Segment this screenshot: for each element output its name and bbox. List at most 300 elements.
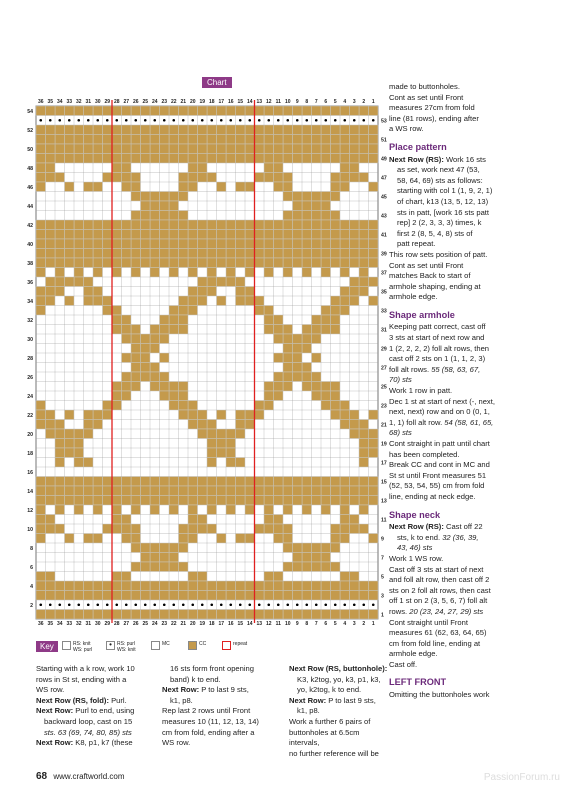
chart-cell-cc <box>122 391 132 401</box>
chart-cell-cc <box>55 220 65 230</box>
chart-cell-cc <box>160 211 170 221</box>
row-label-right: 7 <box>381 555 384 562</box>
column-label-top: 29 <box>104 99 111 105</box>
chart-cell-cc <box>340 296 350 306</box>
purl-dot <box>106 603 109 606</box>
chart-cell-cc <box>93 581 103 591</box>
chart-cell-cc <box>359 239 369 249</box>
right-column <box>389 82 561 701</box>
chart-cell-cc <box>283 534 293 544</box>
chart-cell-cc <box>112 249 122 259</box>
chart-cell-cc <box>74 591 84 601</box>
heading-shape-neck: Shape neck <box>389 509 441 520</box>
column-label-bottom: 1 <box>371 621 375 627</box>
chart-cell-cc <box>302 135 312 145</box>
stitch-count: sts. 63 (69, 74, 80, 85) sts <box>44 727 132 737</box>
chart-cell-cc <box>160 239 170 249</box>
row-label-right: 19 <box>381 441 387 448</box>
text-line: (52, 53, 54, 55) cm from fold <box>389 481 485 491</box>
chart-cell-cc <box>226 448 236 458</box>
chart-cell-cc <box>160 125 170 135</box>
row-label-left: 16 <box>27 469 33 476</box>
chart-cell-cc <box>350 610 360 620</box>
chart-cell-cc <box>112 106 122 116</box>
row-label-left: 54 <box>27 108 33 115</box>
chart-cell-cc <box>359 287 369 297</box>
chart-cell-cc <box>84 220 94 230</box>
text-line: 58, 64, 69) sts as follows: <box>397 175 483 185</box>
chart-cell-cc <box>74 230 84 240</box>
row-label-left: 18 <box>27 450 33 457</box>
chart-cell-cc <box>141 106 151 116</box>
chart-cell-cc <box>84 182 94 192</box>
chart-cell-cc <box>150 220 160 230</box>
purl-dot <box>96 119 99 122</box>
chart-cell-cc <box>207 458 217 468</box>
chart-cell-cc <box>112 515 122 525</box>
chart-cell-cc <box>131 182 141 192</box>
text-line: of chart, k13 (13, 5, 12, 13) <box>397 196 489 206</box>
chart-cell-cc <box>236 154 246 164</box>
chart-cell-cc <box>340 420 350 430</box>
chart-cell-cc <box>255 220 265 230</box>
chart-cell-cc <box>283 486 293 496</box>
chart-cell-cc <box>169 125 179 135</box>
chart-cell-cc <box>359 591 369 601</box>
chart-cell-cc <box>84 429 94 439</box>
purl-dot <box>77 603 80 606</box>
chart-cell-cc <box>340 591 350 601</box>
chart-cell-cc <box>283 220 293 230</box>
chart-cell-cc <box>274 230 284 240</box>
text-line: band) k to end. <box>170 674 221 684</box>
text-line: K3, k2tog, yo, k3, p1, k3, <box>297 674 381 684</box>
chart-cell-cc <box>312 372 322 382</box>
chart-cell-cc <box>331 315 341 325</box>
chart-cell-cc <box>207 505 217 515</box>
chart-cell-cc <box>131 372 141 382</box>
chart-cell-cc <box>169 306 179 316</box>
text-line: 1 (2, 2, 2, 2) foll alt rows, then <box>389 343 490 353</box>
chart-cell-cc <box>36 410 46 420</box>
chart-cell-cc <box>93 249 103 259</box>
chart-cell-cc <box>46 296 56 306</box>
row-label-right: 5 <box>381 574 384 581</box>
chart-cell-cc <box>198 420 208 430</box>
chart-cell-cc <box>36 154 46 164</box>
column-label-bottom: 14 <box>246 621 253 627</box>
chart-cell-cc <box>207 144 217 154</box>
chart-cell-cc <box>179 315 189 325</box>
chart-cell-cc <box>141 249 151 259</box>
chart-cell-cc <box>369 591 379 601</box>
bottom-column-1 <box>36 664 156 749</box>
chart-cell-cc <box>340 505 350 515</box>
column-label-bottom: 28 <box>113 621 120 627</box>
chart-cell-cc <box>321 258 331 268</box>
chart-cell-cc <box>217 182 227 192</box>
chart-cell-cc <box>179 325 189 335</box>
row-label-left: 2 <box>30 602 33 609</box>
chart-cell-cc <box>179 562 189 572</box>
purl-dot <box>153 603 156 606</box>
chart-cell-cc <box>103 524 113 534</box>
purl-dot <box>201 119 204 122</box>
chart-cell-cc <box>131 610 141 620</box>
chart-cell-cc <box>103 106 113 116</box>
key-purl-l2: WS: knit <box>117 647 136 653</box>
text-line: Cont straight in patt until chart <box>389 439 490 448</box>
chart-cell-cc <box>302 496 312 506</box>
chart-cell-cc <box>93 135 103 145</box>
text-line: buttonholes at 6.5cm intervals, <box>289 727 360 748</box>
chart-cell-cc <box>112 220 122 230</box>
chart-cell-cc <box>122 334 132 344</box>
chart-cell-cc <box>312 211 322 221</box>
chart-cell-cc <box>93 125 103 135</box>
chart-cell-cc <box>198 515 208 525</box>
chart-cell-cc <box>131 344 141 354</box>
chart-cell-cc <box>36 296 46 306</box>
chart-cell-cc <box>217 496 227 506</box>
chart-cell-cc <box>188 173 198 183</box>
chart-cell-cc <box>321 154 331 164</box>
heading-shape-armhole: Shape armhole <box>389 309 455 320</box>
chart-cell-cc <box>340 515 350 525</box>
chart-cell-cc <box>350 230 360 240</box>
chart-cell-cc <box>340 486 350 496</box>
chart-cell-cc <box>46 230 56 240</box>
chart-cell-cc <box>160 486 170 496</box>
purl-dot <box>77 119 80 122</box>
chart-cell-cc <box>36 401 46 411</box>
purl-dot <box>96 603 99 606</box>
chart-cell-cc <box>179 144 189 154</box>
chart-cell-cc <box>226 429 236 439</box>
chart-cell-cc <box>131 353 141 363</box>
chart-cell-cc <box>331 306 341 316</box>
chart-cell-cc <box>169 268 179 278</box>
chart-cell-cc <box>84 125 94 135</box>
chart-cell-cc <box>74 125 84 135</box>
intro-text <box>389 82 561 135</box>
chart-cell-cc <box>350 144 360 154</box>
chart-cell-cc <box>350 410 360 420</box>
chart-cell-cc <box>169 230 179 240</box>
chart-cell-cc <box>369 220 379 230</box>
chart-cell-cc <box>340 239 350 249</box>
chart-cell-cc <box>226 125 236 135</box>
chart-cell-cc <box>74 154 84 164</box>
chart-cell-cc <box>122 258 132 268</box>
chart-cell-cc <box>359 258 369 268</box>
chart-cell-cc <box>141 135 151 145</box>
chart-cell-cc <box>36 306 46 316</box>
text-line: rows. <box>389 606 408 616</box>
purl-dot <box>305 603 308 606</box>
chart-cell-cc <box>245 230 255 240</box>
chart-cell-cc <box>340 572 350 582</box>
chart-cell-cc <box>226 135 236 145</box>
chart-cell-cc <box>321 268 331 278</box>
chart-cell-cc <box>141 154 151 164</box>
chart-cell-cc <box>207 173 217 183</box>
chart-cell-cc <box>74 277 84 287</box>
row-label-left: 30 <box>27 336 33 343</box>
text-line: sts, k to end. <box>397 532 441 542</box>
row-label-right: 17 <box>381 460 387 467</box>
chart-cell-cc <box>179 543 189 553</box>
chart-cell-cc <box>293 353 303 363</box>
chart-cell-cc <box>245 591 255 601</box>
chart-cell-cc <box>112 163 122 173</box>
text-line: yo, k2tog, k to end. <box>297 685 362 695</box>
chart-cell-cc <box>112 486 122 496</box>
chart-cell-cc <box>84 410 94 420</box>
chart-cell-cc <box>331 230 341 240</box>
chart-cell-cc <box>169 496 179 506</box>
chart-cell-cc <box>112 239 122 249</box>
chart-cell-cc <box>350 154 360 164</box>
text-line: Work a further 6 pairs of <box>289 716 371 726</box>
chart-cell-cc <box>293 363 303 373</box>
chart-cell-cc <box>150 211 160 221</box>
chart-cell-cc <box>217 581 227 591</box>
chart-cell-cc <box>217 429 227 439</box>
chart-cell-cc <box>302 230 312 240</box>
chart-cell-cc <box>179 391 189 401</box>
stitch-count: 55 (58, 63, 67, <box>429 364 481 374</box>
chart-cell-cc <box>340 249 350 259</box>
purl-dot <box>172 119 175 122</box>
chart-cell-cc <box>312 249 322 259</box>
chart-cell-cc <box>293 239 303 249</box>
chart-cell-cc <box>302 249 312 259</box>
text-line: a WS row. <box>389 124 424 134</box>
chart-cell-cc <box>207 486 217 496</box>
chart-cell-cc <box>283 325 293 335</box>
chart-cell-cc <box>36 591 46 601</box>
chart-cell-cc <box>255 306 265 316</box>
chart-cell-cc <box>369 439 379 449</box>
chart-cell-cc <box>226 144 236 154</box>
chart-cell-cc <box>169 192 179 202</box>
text-line: first 2 (8, 5, 4, 8) sts of <box>397 228 473 238</box>
chart-cell-cc <box>331 496 341 506</box>
chart-cell-cc <box>312 543 322 553</box>
chart-cell-cc <box>321 382 331 392</box>
chart-cell-cc <box>245 144 255 154</box>
chart-cell-cc <box>331 106 341 116</box>
chart-cell-cc <box>198 429 208 439</box>
chart-cell-cc <box>169 391 179 401</box>
chart-cell-cc <box>179 306 189 316</box>
chart-cell-cc <box>207 277 217 287</box>
chart-cell-cc <box>359 230 369 240</box>
column-label-bottom: 25 <box>142 621 149 627</box>
chart-cell-cc <box>112 505 122 515</box>
row-label-right: 37 <box>381 270 387 277</box>
chart-cell-cc <box>207 220 217 230</box>
chart-cell-cc <box>293 486 303 496</box>
chart-cell-cc <box>359 458 369 468</box>
chart-cell-cc <box>255 296 265 306</box>
text-line: next, next) row and on 0 (0, 1, <box>389 407 490 417</box>
chart-cell-cc <box>65 220 75 230</box>
chart-cell-cc <box>312 135 322 145</box>
chart-cell-cc <box>321 486 331 496</box>
chart-cell-cc <box>283 144 293 154</box>
chart-cell-cc <box>55 496 65 506</box>
chart-cell-cc <box>283 353 293 363</box>
column-label-top: 28 <box>113 99 120 105</box>
purl-dot <box>220 603 223 606</box>
chart-cell-cc <box>312 315 322 325</box>
chart-cell-cc <box>122 486 132 496</box>
chart-cell-cc <box>179 154 189 164</box>
column-label-top: 24 <box>151 99 158 105</box>
chart-cell-cc <box>207 448 217 458</box>
chart-cell-cc <box>264 163 274 173</box>
chart-cell-cc <box>217 486 227 496</box>
chart-cell-cc <box>179 524 189 534</box>
chart-cell-cc <box>131 591 141 601</box>
purl-dot <box>58 119 61 122</box>
site-url: www.craftworld.com <box>53 772 125 781</box>
chart-cell-cc <box>207 429 217 439</box>
chart-cell-cc <box>340 410 350 420</box>
row-lead: Next Row (RS, buttonhole): <box>289 664 388 673</box>
chart-cell-cc <box>36 106 46 116</box>
chart-cell-cc <box>141 610 151 620</box>
text-line: measures 61 (62, 63, 64, 65) <box>389 628 487 638</box>
chart-cell-cc <box>236 410 246 420</box>
chart-cell-cc <box>217 135 227 145</box>
chart-cell-cc <box>150 334 160 344</box>
row-label-right: 3 <box>381 593 384 600</box>
chart-cell-cc <box>93 287 103 297</box>
chart-cell-cc <box>312 192 322 202</box>
chart-cell-cc <box>36 258 46 268</box>
chart-cell-cc <box>340 154 350 164</box>
chart-cell-cc <box>141 125 151 135</box>
chart-cell-cc <box>359 154 369 164</box>
chart-cell-cc <box>55 230 65 240</box>
chart-cell-cc <box>274 315 284 325</box>
chart-cell-cc <box>160 591 170 601</box>
chart-cell-cc <box>179 211 189 221</box>
chart-cell-cc <box>207 524 217 534</box>
chart-cell-cc <box>188 524 198 534</box>
chart-cell-cc <box>169 401 179 411</box>
chart-cell-cc <box>369 410 379 420</box>
chart-cell-cc <box>340 287 350 297</box>
text-line: Work 1 WS row. <box>389 553 444 563</box>
chart-cell-cc <box>331 325 341 335</box>
purl-dot <box>334 603 337 606</box>
chart-cell-cc <box>264 325 274 335</box>
chart-cell-cc <box>302 325 312 335</box>
bottom-column-3 <box>289 664 389 759</box>
knit-swatch <box>62 641 71 650</box>
row-label-left: 12 <box>27 507 33 514</box>
chart-cell-cc <box>74 496 84 506</box>
chart-cell-cc <box>321 581 331 591</box>
chart-cell-cc <box>36 125 46 135</box>
chart-cell-cc <box>55 277 65 287</box>
column-label-bottom: 17 <box>218 621 225 627</box>
chart-cell-cc <box>283 363 293 373</box>
row-label-right: 49 <box>381 156 387 163</box>
chart-cell-cc <box>74 439 84 449</box>
chart-cell-cc <box>46 581 56 591</box>
chart-cell-cc <box>359 135 369 145</box>
chart-cell-cc <box>283 154 293 164</box>
text-line: Work 1 row in patt. <box>389 386 453 396</box>
chart-cell-cc <box>283 591 293 601</box>
chart-cell-cc <box>65 154 75 164</box>
purl-dot <box>239 119 242 122</box>
chart-cell-cc <box>293 144 303 154</box>
chart-cell-cc <box>198 486 208 496</box>
chart-cell-cc <box>312 230 322 240</box>
chart-cell-cc <box>55 524 65 534</box>
column-label-bottom: 21 <box>180 621 187 627</box>
purl-dot <box>39 119 42 122</box>
chart-cell-cc <box>274 258 284 268</box>
chart-cell-cc <box>369 249 379 259</box>
chart-cell-cc <box>112 496 122 506</box>
text-line: Keeping patt correct, cast off <box>389 322 486 332</box>
chart-cell-cc <box>150 125 160 135</box>
chart-cell-cc <box>65 249 75 259</box>
page-number: 68 <box>36 771 48 782</box>
chart-cell-cc <box>274 125 284 135</box>
chart-cell-cc <box>84 477 94 487</box>
purl-dot <box>343 603 346 606</box>
purl-dot <box>296 119 299 122</box>
chart-cell-cc <box>302 192 312 202</box>
chart-cell-cc <box>74 610 84 620</box>
chart-cell-cc <box>274 486 284 496</box>
row-label-right: 11 <box>381 517 387 524</box>
chart-cell-cc <box>331 125 341 135</box>
chart-cell-cc <box>36 477 46 487</box>
chart-cell-cc <box>312 591 322 601</box>
text-line: sts on 2 foll alt rows, then cast <box>389 585 491 595</box>
purl-dot <box>68 603 71 606</box>
chart-cell-cc <box>131 543 141 553</box>
purl-dot <box>191 603 194 606</box>
text-line: k1, p8. <box>297 706 320 716</box>
chart-cell-cc <box>122 524 132 534</box>
chart-cell-cc <box>331 562 341 572</box>
purl-dot <box>220 119 223 122</box>
purl-dot <box>286 119 289 122</box>
chart-cell-cc <box>150 106 160 116</box>
stitch-count: 20 (23, 24, 27, 29) sts <box>407 606 484 616</box>
chart-cell-cc <box>264 524 274 534</box>
chart-cell-cc <box>331 154 341 164</box>
chart-cell-cc <box>217 410 227 420</box>
row-label-left: 22 <box>27 412 33 419</box>
chart-cell-cc <box>359 106 369 116</box>
chart-cell-cc <box>103 144 113 154</box>
chart-cell-cc <box>312 562 322 572</box>
chart-cell-cc <box>131 220 141 230</box>
chart-cell-cc <box>150 581 160 591</box>
chart-cell-cc <box>236 477 246 487</box>
